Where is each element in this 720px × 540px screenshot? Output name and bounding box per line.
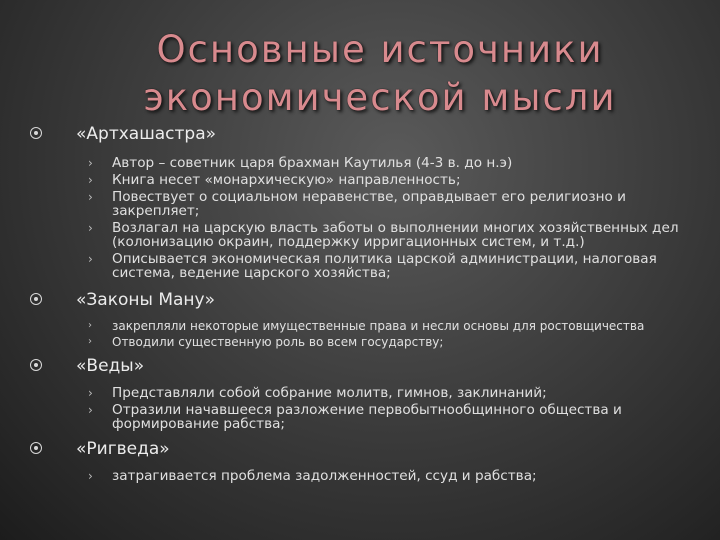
sub-list	[30, 320, 700, 348]
slide-title	[100, 26, 660, 122]
chevron-right-icon: ›	[88, 252, 93, 266]
list-item	[30, 156, 700, 170]
list-item-text: Отразили начавшееся разложение первобытнообщинного общества и формирование рабства;	[112, 402, 622, 432]
section-heading-text: «Веды»	[76, 356, 145, 376]
section-heading-text: «Законы Ману»	[76, 290, 215, 310]
list-item-text: затрагивается проблема задолженностей, ссуд и рабства;	[112, 468, 537, 484]
list-item-text: закрепляли некоторые имущественные права и несли основы для ростовщичества	[112, 319, 645, 333]
ring-bullet-icon	[30, 293, 42, 305]
chevron-right-icon: ›	[88, 386, 93, 400]
section-heading-text: «Артхашастра»	[76, 124, 217, 144]
list-item	[30, 403, 700, 431]
list-item-text: Повествует о социальном неравенстве, оправдывает его религиозно и закрепляет;	[112, 189, 626, 219]
sub-list	[30, 156, 700, 280]
chevron-right-icon: ›	[88, 335, 92, 347]
ring-bullet-icon	[30, 127, 42, 139]
list-item	[30, 190, 700, 218]
chevron-right-icon: ›	[88, 156, 93, 170]
list-item	[30, 469, 700, 483]
list-item-text: Возлагал на царскую власть заботы о выполнении многих хозяйственных дел (колонизацию окраин, поддержку ирригационных систем, и т.д.)	[112, 220, 679, 250]
list-item-text: Представляли собой собрание молитв, гимнов, заклинаний;	[112, 385, 547, 401]
ring-bullet-icon	[30, 442, 42, 454]
list-item-text: Книга несет «монархическую» направленность;	[112, 172, 461, 188]
slide-title-line-2: экономической мысли	[143, 76, 617, 119]
chevron-right-icon: ›	[88, 469, 93, 483]
section-laws-of-manu	[30, 290, 700, 348]
chevron-right-icon: ›	[88, 403, 93, 417]
section-vedas	[30, 356, 700, 431]
list-item	[30, 173, 700, 187]
slide-content	[30, 124, 700, 483]
chevron-right-icon: ›	[88, 221, 93, 235]
chevron-right-icon: ›	[88, 320, 92, 331]
section-heading-text: «Ригведа»	[76, 439, 170, 459]
sub-list	[30, 386, 700, 431]
list-item-text: Описывается экономическая политика царской администрации, налоговая система, ведение царского хозяйства;	[112, 251, 657, 281]
list-item	[30, 386, 700, 400]
section-heading	[30, 439, 700, 459]
slide-title-line-1: Основные источники	[156, 28, 604, 71]
section-heading	[30, 356, 700, 376]
section-heading	[30, 290, 700, 310]
list-item	[30, 252, 700, 280]
sub-list	[30, 469, 700, 483]
section-heading	[30, 124, 700, 144]
chevron-right-icon: ›	[88, 173, 93, 187]
ring-bullet-icon	[30, 359, 42, 371]
list-item-text: Автор – советник царя брахман Каутилья (4-3 в. до н.э)	[112, 155, 513, 171]
list-item-text: Отводили существенную роль во всем государству;	[112, 334, 444, 349]
list-item	[30, 320, 700, 333]
list-item	[30, 336, 700, 349]
section-rigveda	[30, 439, 700, 483]
section-arthashastra	[30, 124, 700, 280]
list-item	[30, 221, 700, 249]
chevron-right-icon: ›	[88, 190, 93, 204]
